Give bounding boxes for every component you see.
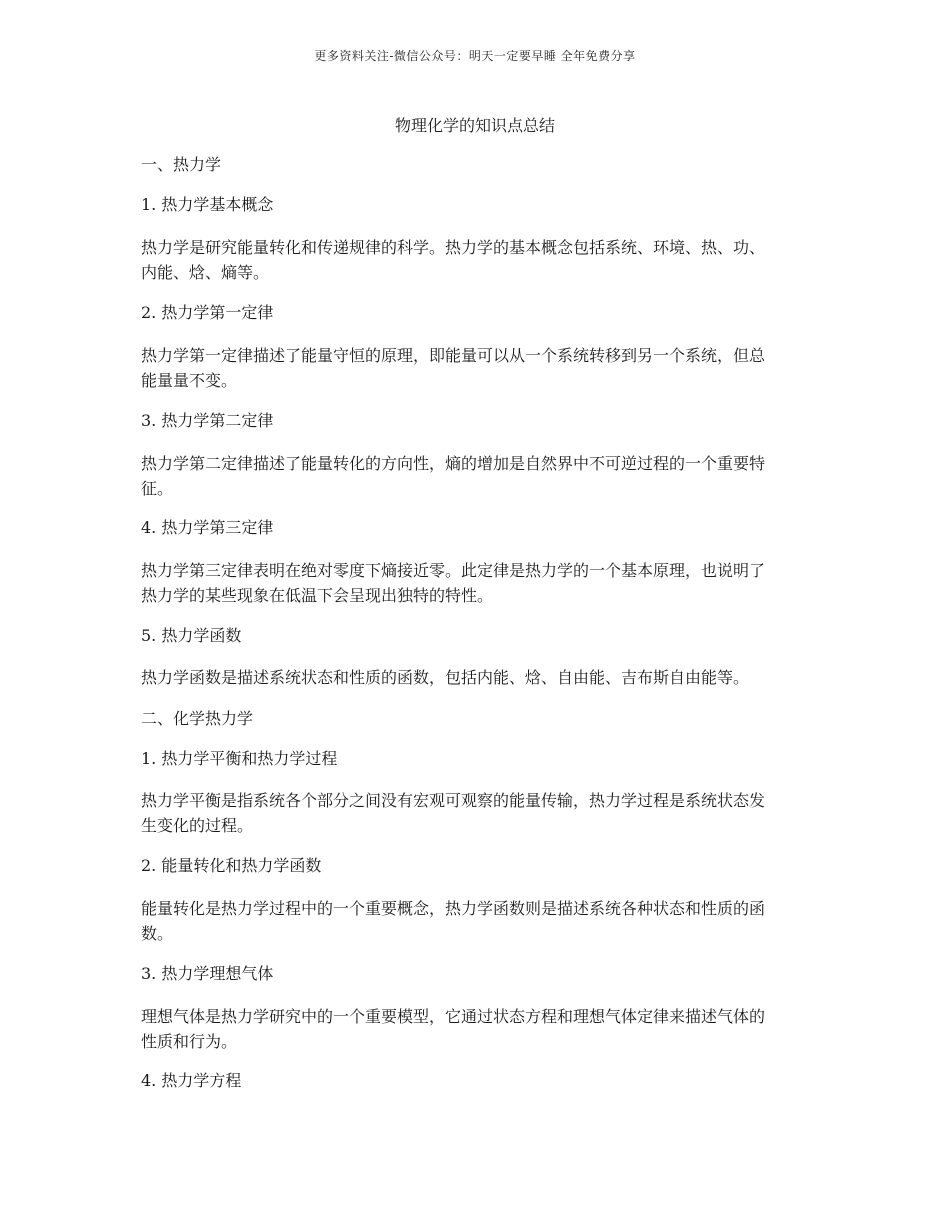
subsection-heading: 2. 能量转化和热力学函数 [141,856,322,875]
paragraph-line: 能量转化是热力学过程中的一个重要概念，热力学函数则是描述系统各种状态和性质的函 [141,899,766,918]
paragraph [141,558,811,608]
paragraph-line: 征。 [141,479,174,498]
document-title: 物理化学的知识点总结 [394,116,555,135]
subsection-heading: 1. 热力学平衡和热力学过程 [141,749,338,768]
paragraph-line: 热力学的某些现象在低温下会呈现出独特的特性。 [141,586,494,605]
subsection-heading: 3. 热力学理想气体 [141,964,274,983]
paragraph [141,665,811,690]
subsection-heading: 4. 热力学方程 [141,1071,242,1090]
paragraph-line: 热力学平衡是指系统各个部分之间没有宏观可观察的能量传输，热力学过程是系统状态发 [141,791,766,810]
paragraph [141,896,811,946]
paragraph [141,788,811,838]
subsection-heading: 3. 热力学第二定律 [141,411,274,430]
paragraph-line: 热力学是研究能量转化和传递规律的科学。热力学的基本概念包括系统、环境、热、功、 [141,238,766,257]
subsection-heading: 5. 热力学函数 [141,626,242,645]
paragraph-line: 热力学函数是描述系统状态和性质的函数，包括内能、焓、自由能、吉布斯自由能等。 [141,668,750,687]
page-header: 更多资料关注-微信公众号：明天一定要早睡 全年免费分享 [314,49,636,63]
subsection-heading: 4. 热力学第三定律 [141,518,274,537]
paragraph-line: 生变化的过程。 [141,816,254,835]
paragraph [141,451,811,501]
subsection-heading: 2. 热力学第一定律 [141,303,274,322]
section-heading: 一、热力学 [141,155,222,174]
paragraph [141,1004,811,1054]
section-heading: 二、化学热力学 [141,709,254,728]
paragraph-line: 性质和行为。 [141,1032,238,1051]
subsection-heading: 1. 热力学基本概念 [141,195,274,214]
paragraph-line: 热力学第一定律描述了能量守恒的原理，即能量可以从一个系统转移到另一个系统，但总 [141,346,766,365]
paragraph-line: 数。 [141,924,174,943]
paragraph-line: 热力学第二定律描述了能量转化的方向性，熵的增加是自然界中不可逆过程的一个重要特 [141,454,766,473]
paragraph-line: 热力学第三定律表明在绝对零度下熵接近零。此定律是热力学的一个基本原理，也说明了 [141,561,766,580]
paragraph-line: 能量量不变。 [141,371,238,390]
paragraph [141,343,811,393]
paragraph-line: 理想气体是热力学研究中的一个重要模型，它通过状态方程和理想气体定律来描述气体的 [141,1007,766,1026]
paragraph-line: 内能、焓、熵等。 [141,263,270,282]
paragraph [141,235,811,285]
